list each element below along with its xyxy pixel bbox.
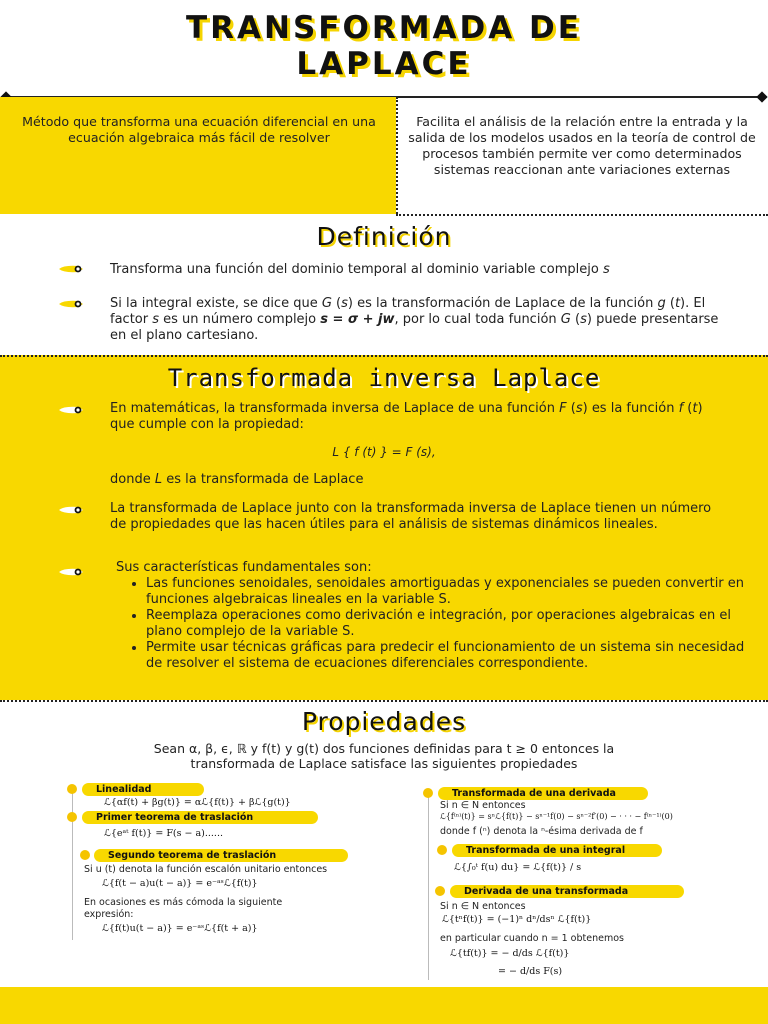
inversa-paragraph-2: La transformada de Laplace junto con la transformada inversa de Laplace tienen un número de propiedades que las hacen útiles para el análisis de sistemas dinámicos lineales. — [110, 501, 712, 532]
formula-dtrans-2: ℒ{tf(t)} = − d/ds ℒ{f(t)} — [450, 948, 570, 959]
formula-dtrans-3: = − d/ds F(s) — [498, 966, 563, 977]
dot-icon — [435, 886, 445, 896]
formula-primer-teorema: ℒ{eᵃᵗ f(t)} = F(s − a)...... — [104, 828, 223, 839]
dot-icon — [67, 784, 77, 794]
page-title — [0, 10, 768, 82]
formula-segundo-1: ℒ{f(t − a)u(t − a)} = e⁻ᵃˢℒ{f(t)} — [102, 878, 258, 889]
left-column-line — [72, 788, 73, 940]
segundo-text-2: En ocasiones es más cómoda la siguiente expresión: — [84, 897, 283, 920]
formula-linealidad: ℒ{αf(t) + βg(t)} = αℒ{f(t)} + βℒ{g(t)} — [104, 797, 291, 808]
intro-vertical-divider — [396, 97, 398, 214]
arrow-bullet-icon — [58, 263, 84, 275]
segundo-text-1: Si u (t) denota la función escalón unitario entonces — [84, 864, 328, 875]
list-item: • Reemplaza operaciones como derivación e integración, por operaciones algebraicas en el plano complejo de la variable S. — [146, 608, 756, 640]
inversa-bottom-border — [0, 700, 768, 704]
definicion-bullet-2: Si la integral existe, se dice que G (s) es la transformación de Laplace de la función g (t). El factor s es un número complejo s = σ + jw, por lo cual toda función G (s) puede presentarse en el plano cartesiano. — [110, 296, 719, 343]
label-segundo-teorema: Segundo teorema de traslación — [94, 849, 348, 862]
propiedades-intro-2: transformada de Laplace satisface las siguientes propiedades — [190, 756, 578, 771]
intro-left-text: Método que transforma una ecuación diferencial en una ecuación algebraica más fácil de resolver — [22, 114, 376, 145]
inversa-top-border — [0, 355, 768, 359]
label-derivada: Transformada de una derivada — [438, 787, 648, 800]
dot-icon — [80, 850, 90, 860]
label-linealidad: Linealidad — [82, 783, 204, 796]
propiedades-intro-1: Sean α, β, ϵ, ℝ y f(t) y g(t) dos funciones definidas para t ≥ 0 entonces la — [153, 741, 615, 756]
intro-right-text: Facilita el análisis de la relación entre la entrada y la salida de los modelos usados en la teoría de control de procesos también permite ver como determinados sistemas reaccionan ante variaciones externas — [408, 114, 756, 177]
right-column-line — [428, 792, 429, 980]
list-item: • Las funciones senoidales, senoidales amortiguadas y exponenciales se pueden convertir en funciones algebraicas lineales en la variable S. — [146, 576, 756, 608]
arrow-bullet-icon — [58, 404, 84, 416]
arrow-bullet-icon — [58, 298, 84, 310]
formula-segundo-2: ℒ{f(t)u(t − a)} = e⁻ᵃˢℒ{f(t + a)} — [102, 923, 258, 934]
title-line-1: TRANSFORMADA DE — [186, 10, 582, 46]
dtrans-text-1: Si n ∈ N entonces — [440, 901, 526, 912]
inversa-paragraph-1: En matemáticas, la transformada inversa de Laplace de una función F (s) es la función f (t) que cumple con la propiedad: — [110, 401, 703, 432]
dot-icon — [437, 845, 447, 855]
arrow-bullet-icon — [58, 566, 84, 578]
inversa-equation: L { f (t) } = F (s), — [332, 445, 436, 459]
intro-horizontal-divider — [396, 214, 768, 216]
divider-diamond-right — [756, 91, 767, 102]
footer-band — [0, 987, 768, 1024]
definicion-heading: Definición — [316, 222, 452, 251]
label-primer-teorema: Primer teorema de traslación — [82, 811, 318, 824]
propiedades-heading: Propiedades — [301, 707, 467, 736]
formula-dtrans-1: ℒ{tⁿf(t)} = (−1)ⁿ dⁿ/dsⁿ ℒ{f(t)} — [442, 914, 592, 925]
inversa-heading: Transformada inversa Laplace — [167, 364, 601, 392]
arrow-bullet-icon — [58, 504, 84, 516]
label-derivada-transformada: Derivada de una transformada — [450, 885, 684, 898]
dot-icon — [423, 788, 433, 798]
derivada-text-2: donde f (ⁿ) denota la ⁿ-ésima derivada de f — [440, 826, 643, 837]
dtrans-text-2: en particular cuando n = 1 obtenemos — [440, 933, 624, 944]
inversa-paragraph-1b: donde L es la transformada de Laplace — [110, 472, 364, 487]
list-item: • Permite usar técnicas gráficas para predecir el funcionamiento de un sistema sin necesidad de resolver el sistema de ecuaciones diferenciales correspondiente. — [146, 640, 756, 672]
label-integral: Transformada de una integral — [452, 844, 662, 857]
formula-derivada: ℒ{f⁽ⁿ⁾(t)} = sⁿℒ{f(t)} − sⁿ⁻¹f(0) − sⁿ⁻²f′(0) − · · · − f⁽ⁿ⁻¹⁾(0) — [440, 812, 673, 821]
inversa-characteristics-list — [110, 576, 756, 672]
formula-integral: ℒ{∫₀ᵗ f(u) du} = ℒ{f(t)} / s — [454, 862, 582, 873]
definicion-bullet-1: Transforma una función del dominio temporal al dominio variable complejo s — [110, 262, 610, 277]
derivada-text-1: Si n ∈ N entonces — [440, 800, 526, 811]
title-line-2: LAPLACE — [296, 46, 472, 82]
dot-icon — [67, 812, 77, 822]
inversa-paragraph-3: Sus características fundamentales son: — [116, 560, 372, 575]
